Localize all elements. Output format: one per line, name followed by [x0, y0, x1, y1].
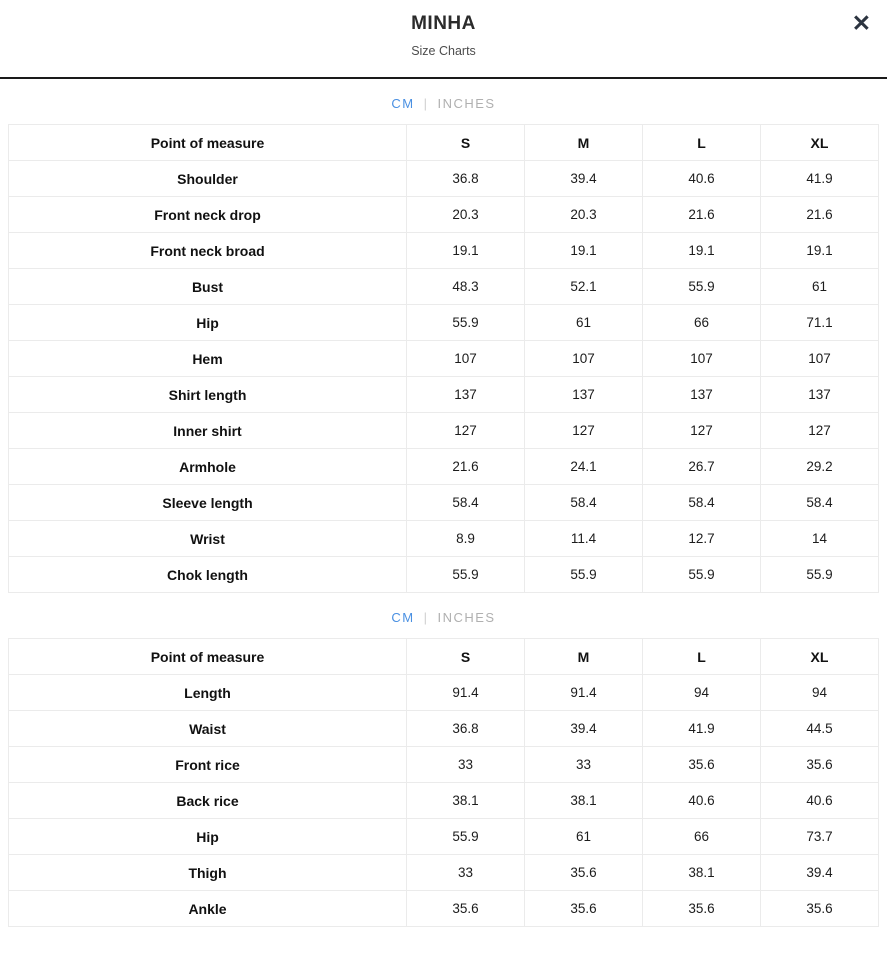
table-row	[9, 233, 879, 269]
size-value: 91.4	[407, 675, 525, 711]
size-value: 24.1	[525, 449, 643, 485]
table-row	[9, 269, 879, 305]
column-header-measure: Point of measure	[9, 639, 407, 675]
size-value: 58.4	[761, 485, 879, 521]
size-value: 44.5	[761, 711, 879, 747]
row-label: Shoulder	[9, 161, 407, 197]
modal-header	[0, 0, 887, 79]
table-row	[9, 783, 879, 819]
size-value: 94	[643, 675, 761, 711]
size-value: 35.6	[643, 891, 761, 927]
size-value: 107	[407, 341, 525, 377]
size-value: 8.9	[407, 521, 525, 557]
page-title: MINHA	[411, 13, 476, 34]
row-label: Wrist	[9, 521, 407, 557]
table-row	[9, 747, 879, 783]
table-row	[9, 891, 879, 927]
size-value: 48.3	[407, 269, 525, 305]
size-value: 38.1	[407, 783, 525, 819]
modal-body	[0, 96, 887, 927]
size-value: 19.1	[525, 233, 643, 269]
row-label: Hem	[9, 341, 407, 377]
size-value: 127	[407, 413, 525, 449]
row-label: Armhole	[9, 449, 407, 485]
size-value: 58.4	[407, 485, 525, 521]
column-header-size: S	[407, 125, 525, 161]
table-row	[9, 557, 879, 593]
size-value: 35.6	[407, 891, 525, 927]
row-label: Length	[9, 675, 407, 711]
column-header-size: XL	[761, 639, 879, 675]
table-row	[9, 197, 879, 233]
size-value: 137	[407, 377, 525, 413]
size-value: 38.1	[643, 855, 761, 891]
size-value: 41.9	[761, 161, 879, 197]
column-header-size: M	[525, 125, 643, 161]
row-label: Chok length	[9, 557, 407, 593]
size-value: 61	[525, 819, 643, 855]
size-value: 66	[643, 305, 761, 341]
size-value: 39.4	[525, 711, 643, 747]
size-value: 35.6	[525, 891, 643, 927]
table-row	[9, 485, 879, 521]
row-label: Inner shirt	[9, 413, 407, 449]
table-row	[9, 341, 879, 377]
unit-inches-toggle[interactable]: INCHES	[437, 96, 496, 111]
table-row	[9, 855, 879, 891]
table-row	[9, 161, 879, 197]
row-label: Hip	[9, 819, 407, 855]
table-row	[9, 675, 879, 711]
size-value: 61	[761, 269, 879, 305]
size-value: 127	[525, 413, 643, 449]
row-label: Front neck broad	[9, 233, 407, 269]
size-value: 55.9	[643, 557, 761, 593]
size-value: 21.6	[407, 449, 525, 485]
size-value: 137	[525, 377, 643, 413]
size-value: 40.6	[643, 783, 761, 819]
size-value: 52.1	[525, 269, 643, 305]
size-value: 35.6	[525, 855, 643, 891]
size-value: 19.1	[761, 233, 879, 269]
size-chart-table-bottom	[8, 638, 879, 927]
size-value: 55.9	[643, 269, 761, 305]
size-value: 12.7	[643, 521, 761, 557]
size-value: 19.1	[407, 233, 525, 269]
size-value: 40.6	[643, 161, 761, 197]
pants-size-chart-section	[0, 610, 887, 927]
row-label: Sleeve length	[9, 485, 407, 521]
size-value: 35.6	[761, 891, 879, 927]
size-value: 127	[643, 413, 761, 449]
size-value: 58.4	[525, 485, 643, 521]
column-header-measure: Point of measure	[9, 125, 407, 161]
size-value: 61	[525, 305, 643, 341]
size-value: 66	[643, 819, 761, 855]
size-value: 55.9	[525, 557, 643, 593]
size-value: 19.1	[643, 233, 761, 269]
row-label: Bust	[9, 269, 407, 305]
row-label: Back rice	[9, 783, 407, 819]
size-value: 36.8	[407, 161, 525, 197]
row-label: Ankle	[9, 891, 407, 927]
close-icon: ✕	[851, 10, 871, 36]
table-row	[9, 521, 879, 557]
table-row	[9, 413, 879, 449]
size-value: 55.9	[407, 305, 525, 341]
table-row	[9, 711, 879, 747]
size-value: 33	[407, 855, 525, 891]
size-value: 21.6	[643, 197, 761, 233]
size-value: 26.7	[643, 449, 761, 485]
table-row	[9, 377, 879, 413]
size-value: 33	[407, 747, 525, 783]
size-value: 41.9	[643, 711, 761, 747]
size-value: 38.1	[525, 783, 643, 819]
table-row	[9, 449, 879, 485]
size-value: 55.9	[407, 557, 525, 593]
size-value: 55.9	[761, 557, 879, 593]
close-button[interactable]	[848, 8, 875, 39]
size-value: 33	[525, 747, 643, 783]
row-label: Front rice	[9, 747, 407, 783]
column-header-size: XL	[761, 125, 879, 161]
row-label: Hip	[9, 305, 407, 341]
row-label: Front neck drop	[9, 197, 407, 233]
size-value: 20.3	[407, 197, 525, 233]
size-value: 73.7	[761, 819, 879, 855]
size-value: 36.8	[407, 711, 525, 747]
table-row	[9, 305, 879, 341]
column-header-size: S	[407, 639, 525, 675]
row-label: Thigh	[9, 855, 407, 891]
table-row	[9, 819, 879, 855]
size-chart-table-top	[8, 124, 879, 593]
unit-toggle-top	[0, 96, 887, 111]
size-value: 127	[761, 413, 879, 449]
size-value: 35.6	[761, 747, 879, 783]
unit-inches-toggle[interactable]: INCHES	[437, 610, 496, 625]
size-value: 91.4	[525, 675, 643, 711]
shirt-size-chart-section	[0, 96, 887, 593]
size-value: 39.4	[525, 161, 643, 197]
size-value: 29.2	[761, 449, 879, 485]
size-value: 35.6	[643, 747, 761, 783]
size-value: 71.1	[761, 305, 879, 341]
size-value: 107	[643, 341, 761, 377]
size-value: 94	[761, 675, 879, 711]
unit-toggle-separator: |	[423, 96, 429, 111]
size-value: 107	[525, 341, 643, 377]
page-subtitle: Size Charts	[411, 44, 476, 58]
size-value: 11.4	[525, 521, 643, 557]
row-label: Shirt length	[9, 377, 407, 413]
column-header-size: M	[525, 639, 643, 675]
size-value: 21.6	[761, 197, 879, 233]
unit-toggle-separator: |	[423, 610, 429, 625]
unit-toggle-bottom	[0, 610, 887, 625]
unit-cm-toggle[interactable]: CM	[391, 96, 415, 111]
table-header-row	[9, 639, 879, 675]
size-value: 137	[761, 377, 879, 413]
size-value: 58.4	[643, 485, 761, 521]
column-header-size: L	[643, 125, 761, 161]
size-value: 107	[761, 341, 879, 377]
size-value: 40.6	[761, 783, 879, 819]
unit-cm-toggle[interactable]: CM	[391, 610, 415, 625]
size-value: 20.3	[525, 197, 643, 233]
size-value: 137	[643, 377, 761, 413]
column-header-size: L	[643, 639, 761, 675]
size-value: 55.9	[407, 819, 525, 855]
table-header-row	[9, 125, 879, 161]
size-value: 14	[761, 521, 879, 557]
size-value: 39.4	[761, 855, 879, 891]
row-label: Waist	[9, 711, 407, 747]
